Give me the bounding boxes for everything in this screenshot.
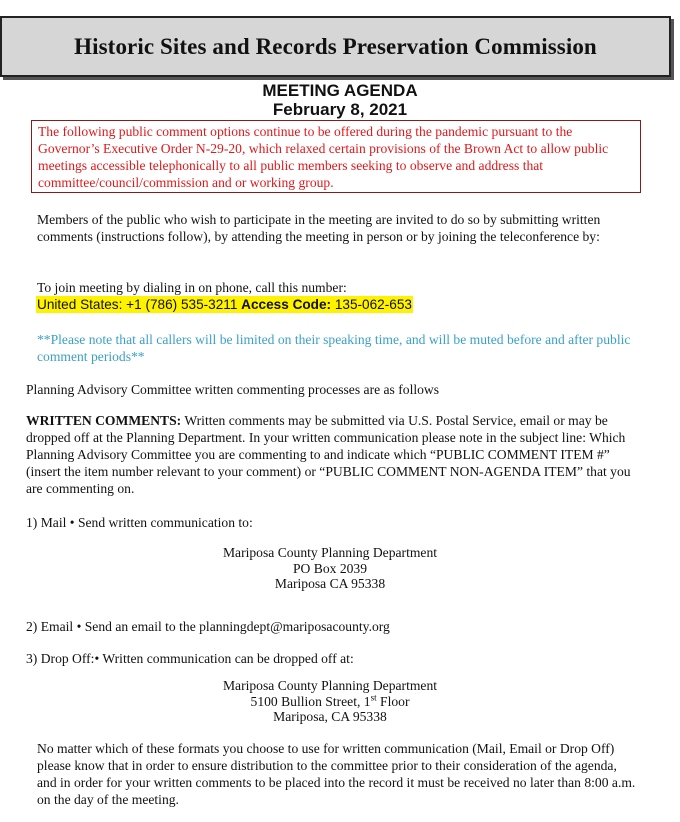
- agenda-date: February 8, 2021: [272, 100, 408, 119]
- mail-address-line: PO Box 2039: [292, 560, 368, 576]
- pandemic-notice: The following public comment options continue to be offered during the pandemic pursuant to the Governor’s Executive Order N-29-20, which relaxed certain provisions of the Brown Act to allow public meetings accessible telephonically to all public members seeking to observe and address that committee/council/commission and or working group.: [31, 120, 641, 193]
- members-paragraph: Members of the public who wish to participate in the meeting are invited to do so by submitting written comments (instructions follow), by attending the meeting in person or by joining the teleconference by:: [37, 212, 601, 244]
- floor-ordinal: st: [370, 691, 377, 702]
- dropoff-address-line: [0, 691, 660, 710]
- phone-highlight: [36, 296, 413, 313]
- closing-paragraph: No matter which of these formats you choose to use for written communication (Mail, Email or Drop Off) please know that in order to ensure distribution to the committee prior to their consideration of the agenda, and in order for your written comments to be placed into the record it must be received no later than 8:00 a.m. on the day of the meeting.: [37, 741, 636, 807]
- callers-note: **Please note that all callers will be limited on their speaking time, and will be muted before and after public comment periods**: [37, 332, 631, 364]
- dropoff-address-line: Mariposa, CA 95338: [273, 709, 387, 724]
- page-title: Historic Sites and Records Preservation Commission: [74, 33, 597, 59]
- written-comments-paragraph: [26, 412, 646, 497]
- dropoff-address: [0, 678, 660, 725]
- mail-option: 1) Mail • Send written communication to:: [26, 515, 253, 530]
- agenda-title: MEETING AGENDA: [262, 81, 418, 100]
- phone-number: United States: +1 (786) 535-3211: [37, 297, 242, 312]
- written-comments-text: Written comments may be submitted via U.S. Postal Service, email or may be dropped off at the Planning Department. In your written communication please note in the subject line: Which Planning Advisory Committee you are commenting to and indicate which “PUBLIC COMMENT ITEM #” (insert the item number relevant to your comment) or “PUBLIC COMMENT NON-AGENDA ITEM” that you are commenting on.: [26, 413, 631, 496]
- header-banner: [0, 16, 671, 77]
- dropoff-option: 3) Drop Off:• Written communication can be dropped off at:: [26, 651, 354, 666]
- processes-intro: Planning Advisory Committee written commenting processes are as follows: [26, 382, 440, 397]
- floor-text: Floor: [376, 693, 410, 709]
- dropoff-address-line: Mariposa County Planning Department: [222, 678, 438, 693]
- street-text: 5100 Bullion Street, 1: [250, 693, 371, 709]
- access-code-label: Access Code:: [241, 297, 332, 312]
- email-option: 2) Email • Send an email to the planningdept@mariposacounty.org: [26, 619, 390, 634]
- mail-address-line: Mariposa County Planning Department: [222, 545, 438, 560]
- access-code-value: 135-062-653: [331, 297, 412, 312]
- written-comments-label: WRITTEN COMMENTS:: [26, 413, 182, 428]
- mail-address: [0, 545, 660, 592]
- join-instructions: To join meeting by dialing in on phone, call this number:: [37, 280, 347, 295]
- mail-address-line: Mariposa CA 95338: [274, 576, 386, 591]
